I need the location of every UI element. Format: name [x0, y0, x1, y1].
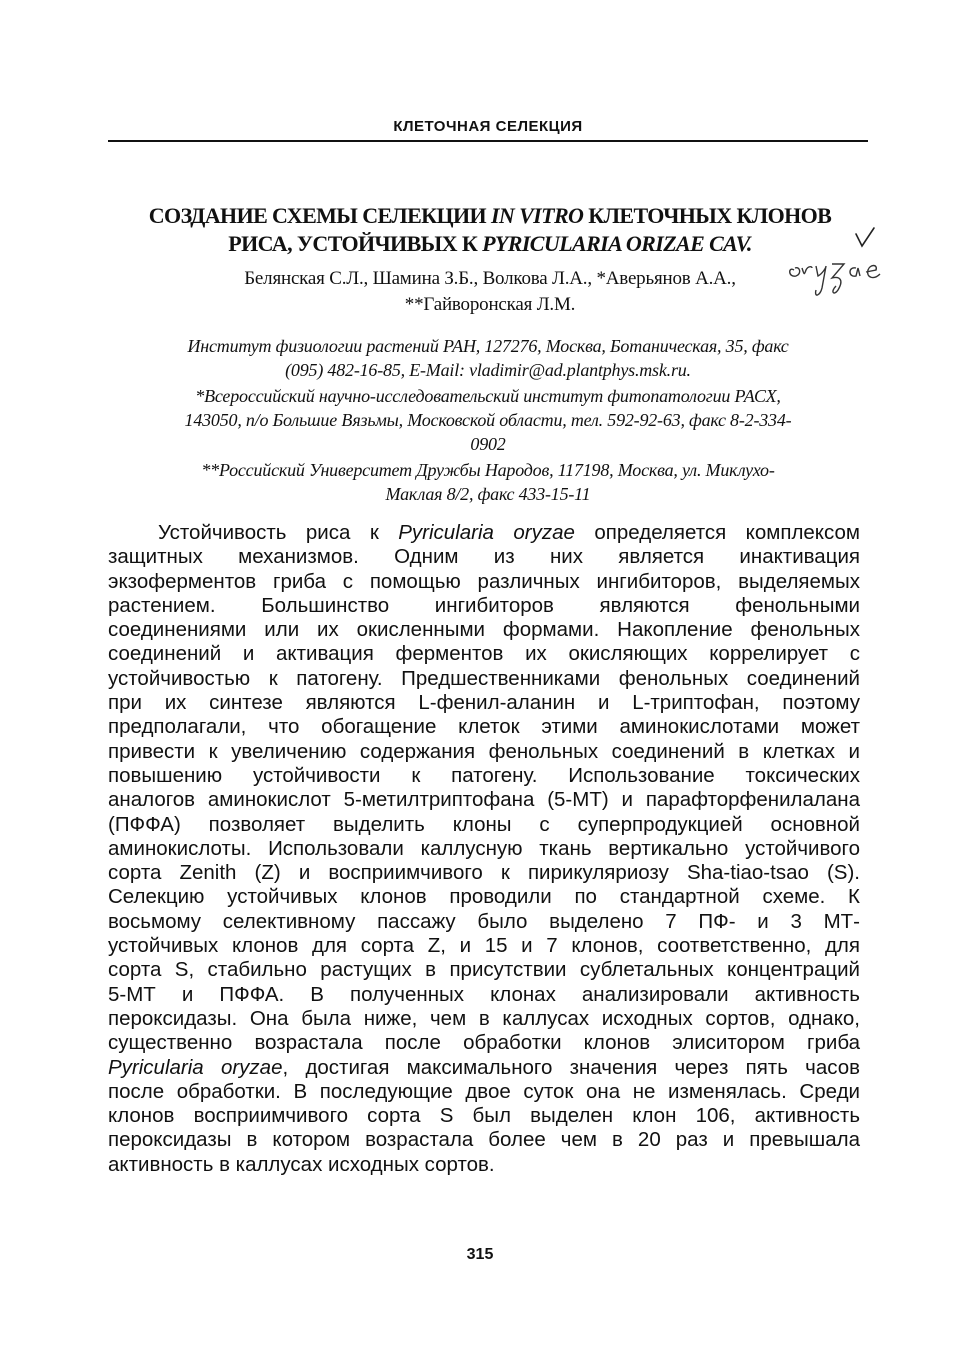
author-list [100, 266, 880, 318]
affiliation-1 [112, 334, 864, 382]
body-line: Селекцию устойчивых клонов проводили по стандартной схеме. К [108, 885, 860, 909]
affiliation-line: *Всероссийский научно-исследовательский институт фитопатологии РАСХ, [195, 386, 781, 406]
title-text: СОЗДАНИЕ СХЕМЫ СЕЛЕКЦИИ [148, 203, 487, 228]
title-text: КЛЕТОЧНЫХ КЛОНОВ [588, 203, 832, 228]
body-line: 5-МТ и ПФФА. В полученных клонах анализировали активность [108, 982, 860, 1006]
page-number: 315 [466, 1246, 494, 1263]
body-line: пероксидазы. Она была ниже, чем в каллусах исходных сортов, однако, [108, 1006, 860, 1030]
article-title [100, 202, 880, 258]
body-line: привести к увеличению содержания фенольных соединений в клетках и [108, 739, 860, 763]
authors-line-2: **Гайворонская Л.М. [404, 294, 576, 315]
authors-line-1: Белянская С.Л., Шамина З.Б., Волкова Л.А., *Аверьянов А.А., [244, 268, 736, 289]
title-text: РИСА, УСТОЙЧИВЫХ К [228, 231, 478, 256]
body-text-segment: определяется комплексом [594, 521, 860, 544]
header-rule [108, 140, 868, 142]
body-line: растением. Большинство ингибиторов являются фенольными [108, 593, 860, 617]
affiliation-line: 0902 [470, 434, 506, 454]
body-line: (ПФФА) позволяет выделить клоны с суперпродукцией основной [108, 812, 860, 836]
title-italic: PYRICULARIA ORIZAE CAV. [482, 231, 752, 256]
title-line-1 [100, 202, 880, 230]
body-line: повышению устойчивости к патогену. Использование токсических [108, 763, 860, 787]
body-line: существенно возрастала после обработки клонов элиситором гриба [108, 1031, 860, 1055]
abstract-body [108, 521, 860, 1177]
body-line: устойчивых клонов для сорта Z, и 15 и 7 клонов, соответственно, для [108, 934, 860, 958]
title-line-2 [100, 230, 880, 258]
body-line: сорта S, стабильно растущих в присутствии сублетальных концентраций [108, 958, 860, 982]
body-line: экзоферментов гриба с помощью различных ингибиторов, выделяемых [108, 569, 860, 593]
body-line: после обработки. В последующие двое суток она не изменялась. Среди [108, 1079, 860, 1103]
body-line: при их синтезе являются L-фенил-аланин и L-триптофан, поэтому [108, 691, 860, 715]
species-name: Pyricularia oryzae [108, 1055, 283, 1079]
body-line: соединений и активация ферментов их окисляющих коррелирует с [108, 642, 860, 666]
body-line: устойчивостью к патогену. Предшественниками фенольных соединений [108, 666, 860, 690]
running-head: КЛЕТОЧНАЯ СЕЛЕКЦИЯ [393, 118, 583, 135]
body-line: активность в каллусах исходных сортов. [108, 1152, 495, 1176]
body-line: восьмому селективному пассажу было выделено 7 ПФ- и 3 МТ- [108, 909, 860, 933]
affiliation-2 [112, 384, 864, 456]
affiliation-3 [112, 458, 864, 506]
body-line: защитных механизмов. Одним из них является инактивация [108, 545, 860, 569]
body-line [108, 521, 860, 545]
body-line: клонов восприимчивого сорта S был выделен клон 106, активность [108, 1104, 860, 1128]
handwritten-annotation [786, 226, 936, 306]
affiliation-line: Институт физиологии растений РАН, 127276, Москва, Ботаническая, 35, факс [187, 336, 789, 356]
affiliation-line: 143050, п/о Большие Вязьмы, Московской области, тел. 592-92-63, факс 8-2-334- [184, 410, 792, 430]
body-line: сорта Zenith (Z) и восприимчивого к пирикуляриозу Sha-tiao-tsao (S). [108, 861, 860, 885]
body-line [108, 1056, 860, 1080]
body-line: аналогов аминокислот 5-метилтриптофана (5-МТ) и парафторфенилалана [108, 788, 860, 812]
affiliation-line: Маклая 8/2, факс 433-15-11 [385, 484, 591, 504]
species-name: Pyricularia oryzae [398, 521, 575, 544]
affiliation-line: **Российский Университет Дружбы Народов, 117198, Москва, ул. Миклухо- [201, 460, 775, 480]
body-line: аминокислоты. Использовали каллусную ткань вертикально устойчивого [108, 836, 860, 860]
body-text-segment: Устойчивость риса к [158, 521, 379, 544]
body-line: предполагали, что обогащение клеток этими аминокислотами может [108, 715, 860, 739]
affiliation-line: (095) 482-16-85, E-Mail: vladimir@ad.plantphys.msk.ru. [285, 360, 691, 380]
body-line: соединениями или их окисленными формами. Накопление фенольных [108, 618, 860, 642]
body-text-segment: , достигая максимального значения через пять часов [282, 1055, 860, 1079]
body-line: пероксидазы в котором возрастала более чем в 20 раз и превышала [108, 1128, 860, 1152]
title-italic: IN VITRO [490, 203, 584, 228]
